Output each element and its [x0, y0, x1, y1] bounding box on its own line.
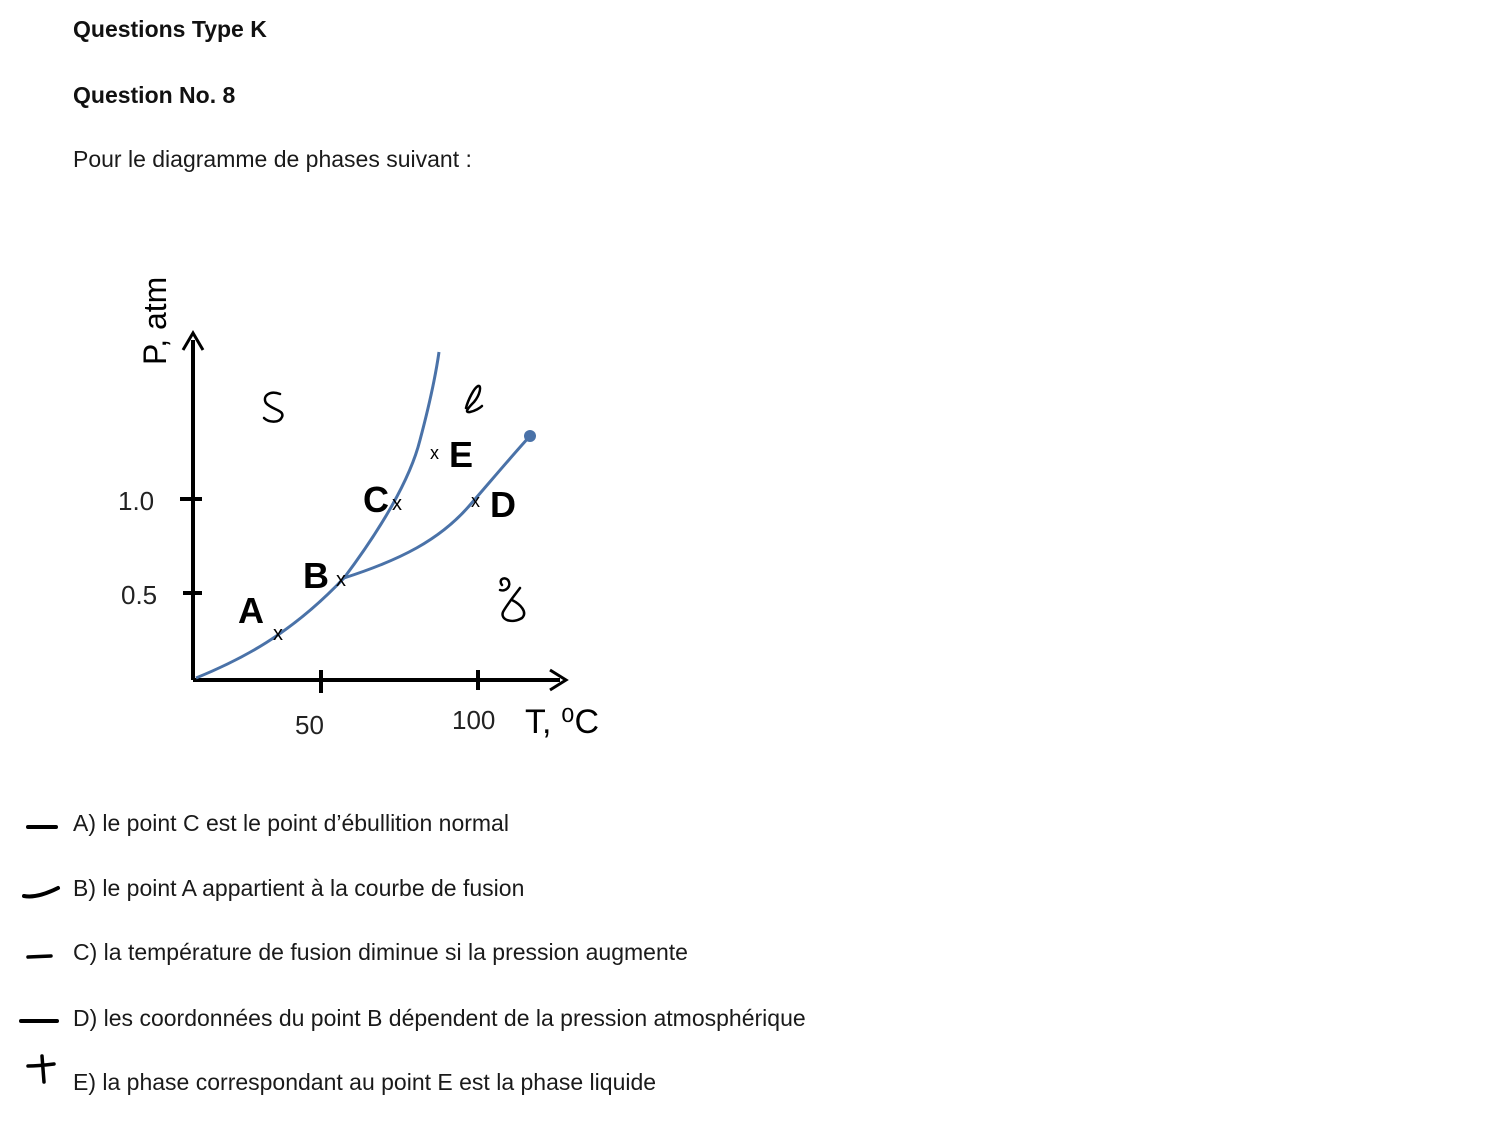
section-title: Questions Type K	[73, 16, 267, 42]
critical-point	[524, 430, 536, 442]
option-b-text: B) le point A appartient à la courbe de fusion	[73, 875, 525, 901]
question-intro: Pour le diagramme de phases suivant :	[73, 146, 472, 172]
y-tick-0-5: 0.5	[121, 580, 158, 610]
option-d-text: D) les coordonnées du point B dépendent de la pression atmosphérique	[73, 1005, 806, 1031]
liquid-region-handwriting	[466, 386, 482, 412]
point-c-label: C	[363, 479, 389, 520]
point-a-marker: x	[273, 623, 283, 645]
minus-mark-icon	[18, 1014, 60, 1028]
option-c-text: C) la température de fusion diminue si la pression augmente	[73, 939, 688, 965]
point-a-label: A	[238, 590, 264, 631]
x-tick-50: 50	[295, 710, 324, 740]
point-b-label: B	[303, 555, 329, 596]
point-d-marker: x	[471, 491, 480, 511]
option-a-text: A) le point C est le point d’ébullition normal	[73, 810, 509, 836]
point-e-label: E	[449, 434, 474, 475]
gas-region-handwriting	[500, 578, 524, 621]
plus-mark-icon	[24, 1052, 58, 1086]
option-e-text: E) la phase correspondant au point E est la phase liquide	[73, 1069, 657, 1095]
minus-mark-icon	[20, 884, 62, 902]
x-tick-100: 100	[452, 705, 496, 735]
question-title: Question No. 8	[73, 82, 236, 108]
point-e-marker: x	[430, 443, 439, 463]
y-tick-1-0: 1.0	[118, 486, 155, 516]
minus-mark-icon	[25, 820, 60, 834]
point-b-marker: x	[336, 569, 346, 591]
y-axis-label: P, atm	[137, 276, 173, 365]
point-c-marker: x	[392, 493, 402, 515]
minus-mark-icon	[25, 950, 55, 964]
point-d-label: D	[490, 484, 516, 525]
solid-region-handwriting	[264, 393, 282, 422]
x-axis-label: T, ⁰C	[525, 703, 600, 741]
